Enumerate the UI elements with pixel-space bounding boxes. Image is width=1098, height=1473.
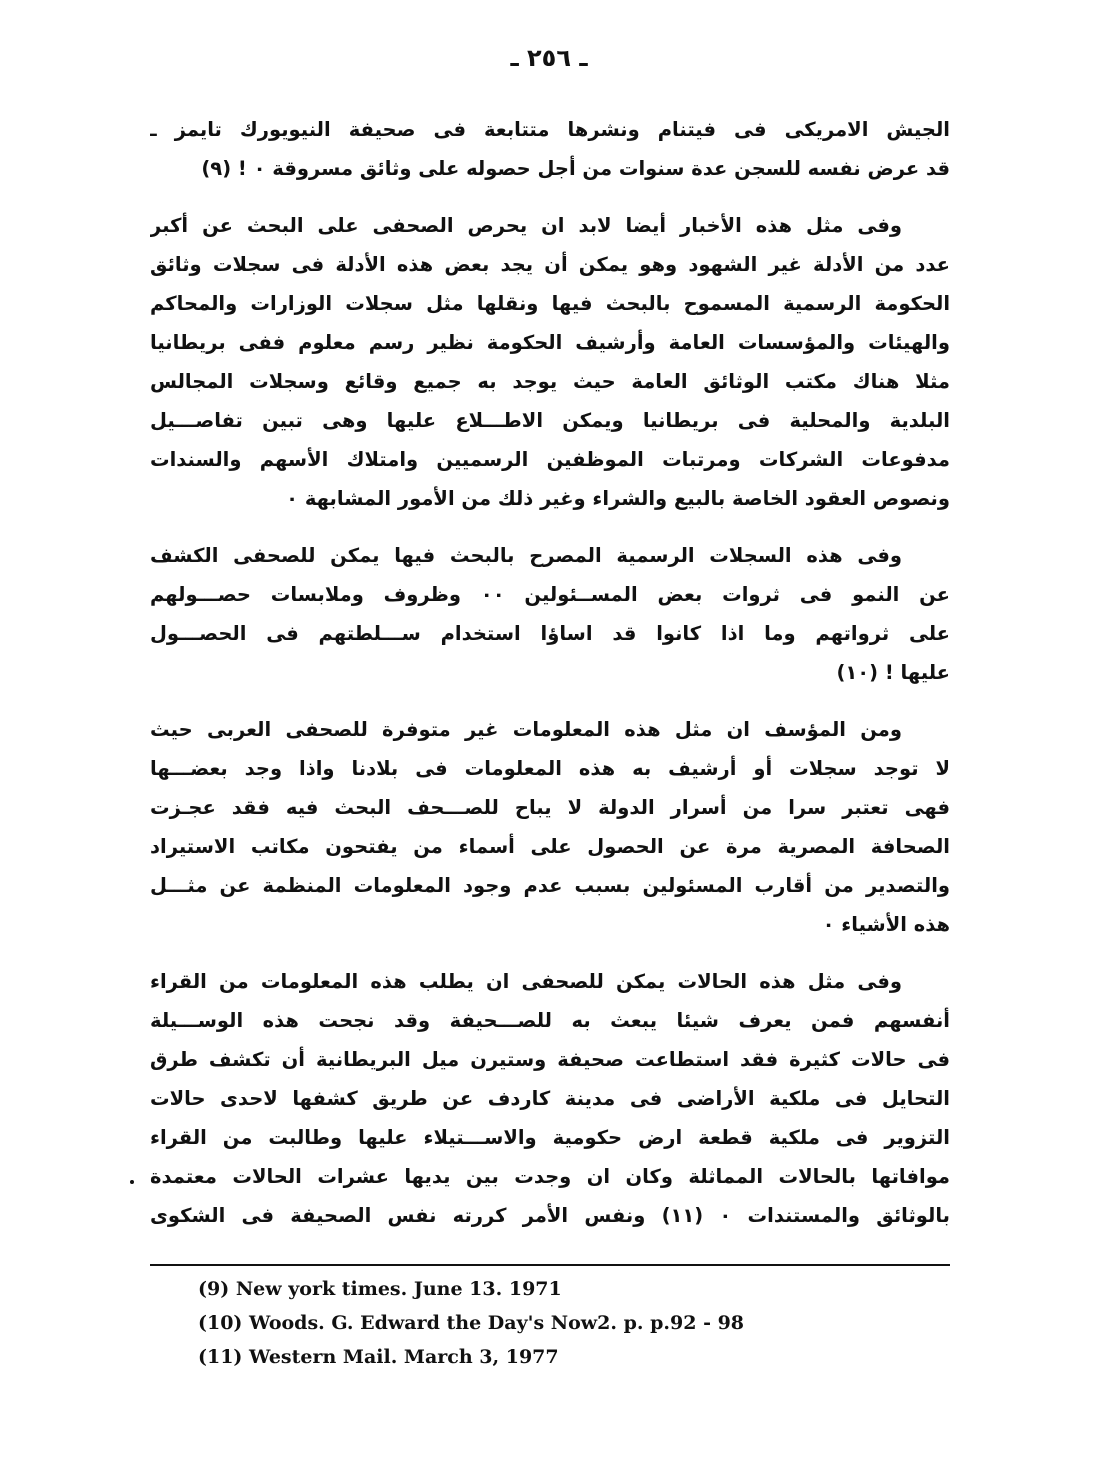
text-line: عن النمو فى ثروات بعض المســئولين ٠٠ وظروف وملابسات حصـــولهم bbox=[150, 583, 950, 606]
text-line: وفى هذه السجلات الرسمية المصرح بالبحث فيها يمكن للصحفى الكشف bbox=[150, 544, 902, 567]
text-line: بالوثائق والمستندات ٠ (١١) ونفس الأمر كررته نفس الصحيفة فى الشكوى bbox=[150, 1204, 950, 1227]
footnote-11: (11) Western Mail. March 3, 1977 bbox=[198, 1346, 559, 1368]
paragraph-4 bbox=[150, 710, 950, 944]
body-text bbox=[150, 110, 950, 1235]
paragraph-1 bbox=[150, 110, 950, 188]
text-line: مثلا هناك مكتب الوثائق العامة حيث يوجد به جميع وقائع وسجلات المجالس bbox=[150, 370, 950, 393]
text-line: البلدية والمحلية فى بريطانيا ويمكن الاطـــلاع عليها وهى تبين تفاصـــيل bbox=[150, 409, 950, 432]
paragraph-3 bbox=[150, 536, 950, 692]
text-line: عدد من الأدلة غير الشهود وهو يمكن أن يجد بعض هذه الأدلة فى سجلات وثائق bbox=[150, 253, 950, 276]
footnote-divider bbox=[150, 1264, 950, 1266]
paragraph-2 bbox=[150, 206, 950, 518]
text-line: ومن المؤسف ان مثل هذه المعلومات غير متوفرة للصحفى العربى حيث bbox=[150, 718, 902, 741]
text-line: عليها ! (١٠) bbox=[836, 661, 950, 684]
text-line: الصحافة المصرية مرة عن الحصول على أسماء من يفتحون مكاتب الاستيراد bbox=[150, 835, 950, 858]
text-line: أنفسهم فمن يعرف شيئا يبعث به للصـــحيفة وقد نجحت هذه الوســـيلة bbox=[150, 1009, 950, 1032]
footnote-9: (9) New york times. June 13. 1971 bbox=[198, 1278, 562, 1300]
text-line: وفى مثل هذه الأخبار أيضا لابد ان يحرص الصحفى على البحث عن أكبر bbox=[150, 214, 902, 237]
text-line: الحكومة الرسمية المسموح بالبحث فيها ونقلها مثل سجلات الوزارات والمحاكم bbox=[150, 292, 950, 315]
paragraph-5 bbox=[150, 962, 950, 1235]
text-line: التزوير فى ملكية قطعة ارض حكومية والاســـتيلاء عليها وطالبت من القراء bbox=[150, 1126, 950, 1149]
text-line: وفى مثل هذه الحالات يمكن للصحفى ان يطلب هذه المعلومات من القراء bbox=[150, 970, 902, 993]
text-line: فى حالات كثيرة فقد استطاعت صحيفة وستيرن ميل البريطانية أن تكشف طرق bbox=[150, 1048, 950, 1071]
text-line: ونصوص العقود الخاصة بالبيع والشراء وغير ذلك من الأمور المشابهة ٠ bbox=[286, 487, 950, 510]
text-line: قد عرض نفسه للسجن عدة سنوات من أجل حصوله على وثائق مسروقة ٠ ! (٩) bbox=[201, 157, 950, 180]
footnotes bbox=[198, 1272, 898, 1374]
text-line: والتصدير من أقارب المسئولين بسبب عدم وجود المعلومات المنظمة عن مثـــل bbox=[150, 874, 950, 897]
scan-speck bbox=[130, 1180, 134, 1184]
text-line: التحايل فى ملكية الأراضى فى مدينة كاردف عن طريق كشفها لاحدى حالات bbox=[150, 1087, 950, 1110]
text-line: على ثرواتهم وما اذا كانوا قد اساؤا استخدام ســـلطتهم فى الحصـــول bbox=[150, 622, 950, 645]
text-line: والهيئات والمؤسسات العامة وأرشيف الحكومة نظير رسم معلوم ففى بريطانيا bbox=[150, 331, 950, 354]
text-line: فهى تعتبر سرا من أسرار الدولة لا يباح للصـــحف البحث فيه فقد عجـزت bbox=[150, 796, 950, 819]
page-number: ـ ٢٥٦ ـ bbox=[510, 44, 588, 72]
text-line: الجيش الامريكى فى فيتنام ونشرها متتابعة فى صحيفة النيويورك تايمز ـ bbox=[150, 118, 950, 141]
text-line: لا توجد سجلات أو أرشيف به هذه المعلومات فى بلادنا واذا وجد بعضـــها bbox=[150, 757, 950, 780]
footnote-10: (10) Woods. G. Edward the Day's Now2. p. p.92 - 98 bbox=[198, 1312, 745, 1334]
text-line: موافاتها بالحالات المماثلة وكان ان وجدت بين يديها عشرات الحالات معتمدة bbox=[150, 1165, 950, 1188]
text-line: مدفوعات الشركات ومرتبات الموظفين الرسميين وامتلاك الأسهم والسندات bbox=[150, 448, 950, 471]
text-line: هذه الأشياء ٠ bbox=[822, 913, 950, 936]
